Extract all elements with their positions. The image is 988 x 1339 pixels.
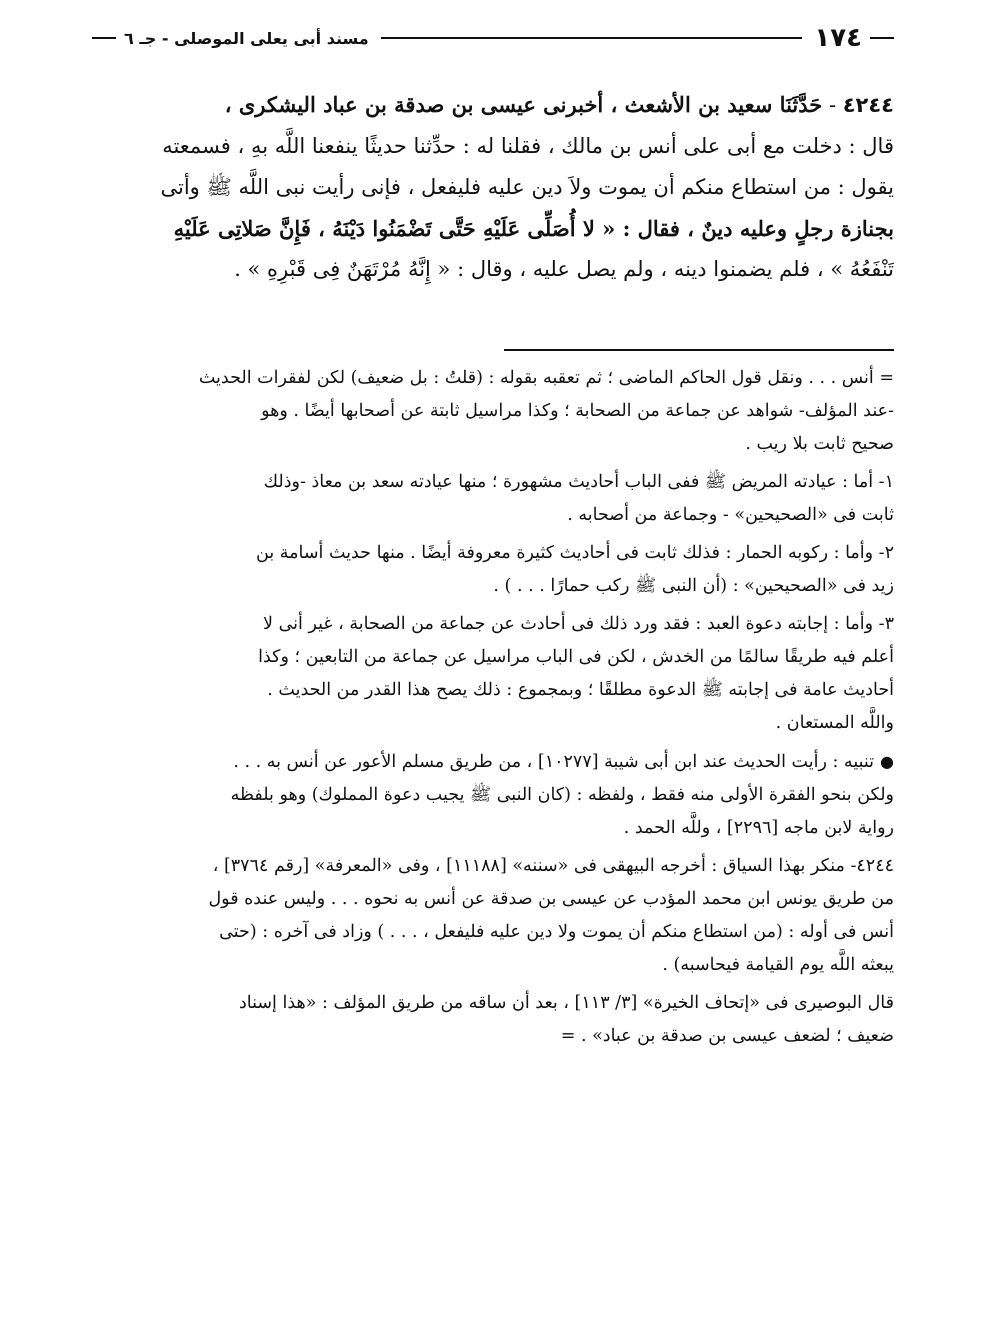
hadith-line: تَنْفَعُهُ » ، فلم يضمنوا دينه ، ولم يصل عليه ، وقال : « إِنَّهُ مُرْتَهَنٌ فِى قَبْرِهِ » .	[234, 257, 894, 281]
footnote-line: = أنس . . . ونقل قول الحاكم الماضى ؛ ثم تعقبه بقوله : (قلتُ : بل ضعيف) لكن لفقرات الحديث	[198, 368, 894, 388]
footnote-line: يبعثه اللَّه يوم القيامة فيحاسبه) .	[662, 955, 894, 975]
footnote-paragraph	[92, 745, 894, 845]
footnote-paragraph	[92, 608, 894, 740]
footnote-paragraph	[92, 987, 894, 1053]
footnote-line: أنس فى أوله : (من استطاع منكم أن يموت ولا دين عليه فليفعل ، . . . ) وزاد فى آخره : (حتى	[219, 922, 894, 942]
hadith-line-text: حَدَّثَنَا سعيد بن الأشعث ، أخبرنى عيسى بن صدقة بن عباد اليشكرى ،	[224, 92, 823, 117]
bullet-icon: ●	[880, 752, 894, 771]
hadith-number: ٤٢٤٤	[842, 93, 894, 117]
footnote-line: رواية لابن ماجه [٢٢٩٦] ، وللَّه الحمد .	[623, 818, 894, 838]
footnote-line: أعلم فيه طريقًا سالمًا من الخدش ، لكن فى الباب مراسيل عن جماعة من التابعين ؛ وكذا	[258, 647, 894, 667]
footnote-line: قال البوصيرى فى «إتحاف الخيرة» [٣/ ١١٣] ، بعد أن ساقه من طريق المؤلف : «هذا إسناد	[238, 993, 894, 1013]
footnote-line: صحيح ثابت بلا ريب .	[745, 434, 894, 454]
footnote-line	[92, 745, 894, 779]
footnote-paragraph	[92, 362, 894, 461]
footnote-line: ٢- وأما : ركوبه الحمار : فذلك ثابت فى أحاديث كثيرة معروفة أيضًا . منها حديث أسامة بن	[256, 543, 894, 563]
footnote-divider	[504, 349, 894, 351]
page-header	[92, 18, 894, 58]
footnote-line: ٣- وأما : إجابته دعوة العبد : فقد ورد ذلك فى أحادث عن جماعة من الصحابة ، غير أنى لا	[263, 614, 894, 634]
footnote-paragraph	[92, 850, 894, 982]
header-rule	[381, 37, 803, 39]
footnote-line: واللَّه المستعان .	[775, 713, 894, 733]
footnote-line: ثابت فى «الصحيحين» - وجماعة من أصحابه .	[567, 505, 894, 525]
footnotes	[92, 362, 894, 1058]
hadith-line: ٤٢٤٤ - حَدَّثَنَا سعيد بن الأشعث ، أخبرنى عيسى بن صدقة بن عباد اليشكرى ،	[224, 92, 894, 117]
footnote-line: ولكن بنحو الفقرة الأولى منه فقط ، ولفظه : (كان النبى ﷺ يجيب دعوة المملوك) وهو بلفظه	[230, 785, 894, 805]
footnote-line: -عند المؤلف- شواهد عن جماعة من الصحابة ؛ وكذا مراسيل ثابتة عن أصحابها أيضًا . وهو	[261, 401, 894, 421]
hadith-text	[92, 84, 894, 290]
footnote-paragraph	[92, 537, 894, 603]
footnote-line: من طريق يونس ابن محمد المؤدب عن عيسى بن صدقة عن أنس به نحوه . . . وليس عنده قول	[208, 889, 894, 909]
footnote-line: أحاديث عامة فى إجابته ﷺ الدعوة مطلقًا ؛ وبمجموع : ذلك يصح هذا القدر من الحديث .	[267, 680, 894, 700]
page-number: ١٧٤	[814, 23, 862, 53]
header-dash-right	[870, 37, 894, 39]
hadith-line: يقول : من استطاع منكم أن يموت ولاَ دين عليه فليفعل ، فإنى رأيت نبى اللَّه ﷺ وأتى	[160, 175, 894, 199]
footnote-line: ضعيف ؛ لضعف عيسى بن صدقة بن عباد» . =	[560, 1026, 894, 1046]
header-dash-left	[92, 37, 116, 39]
footnote-line: ١- أما : عيادته المريض ﷺ ففى الباب أحاديث مشهورة ؛ منها عيادته سعد بن معاذ -وذلك	[263, 472, 894, 492]
footnote-line: زيد فى «الصحيحين» : (أن النبى ﷺ ركب حمارًا . . . ) .	[493, 576, 894, 596]
running-title: مسند أبى يعلى الموصلى - جـ ٦	[124, 28, 369, 48]
footnote-line-text: تنبيه : رأيت الحديث عند ابن أبى شيبة [١٠٢٧٧] ، من طريق مسلم الأعور عن أنس به . . .	[233, 752, 875, 772]
footnote-line: ٤٢٤٤- منكر بهذا السياق : أخرجه البيهقى فى «سننه» [١١١٨٨] ، وفى «المعرفة» [رقم ٣٧٦٤] ،	[212, 856, 894, 876]
hadith-line: بجنازة رجلٍ وعليه دينٌ ، فقال : « لا أُصَلِّى عَلَيْهِ حَتَّى تَضْمَنُوا دَيْنَهُ ، فَإِنَّ صَلاتِى عَلَيْهِ	[173, 216, 894, 241]
footnote-paragraph	[92, 466, 894, 532]
hadith-line: قال : دخلت مع أبى على أنس بن مالك ، فقلنا له : حدِّثنا حديثًا ينفعنا اللَّه بهِ ، فسمعته	[162, 134, 894, 158]
